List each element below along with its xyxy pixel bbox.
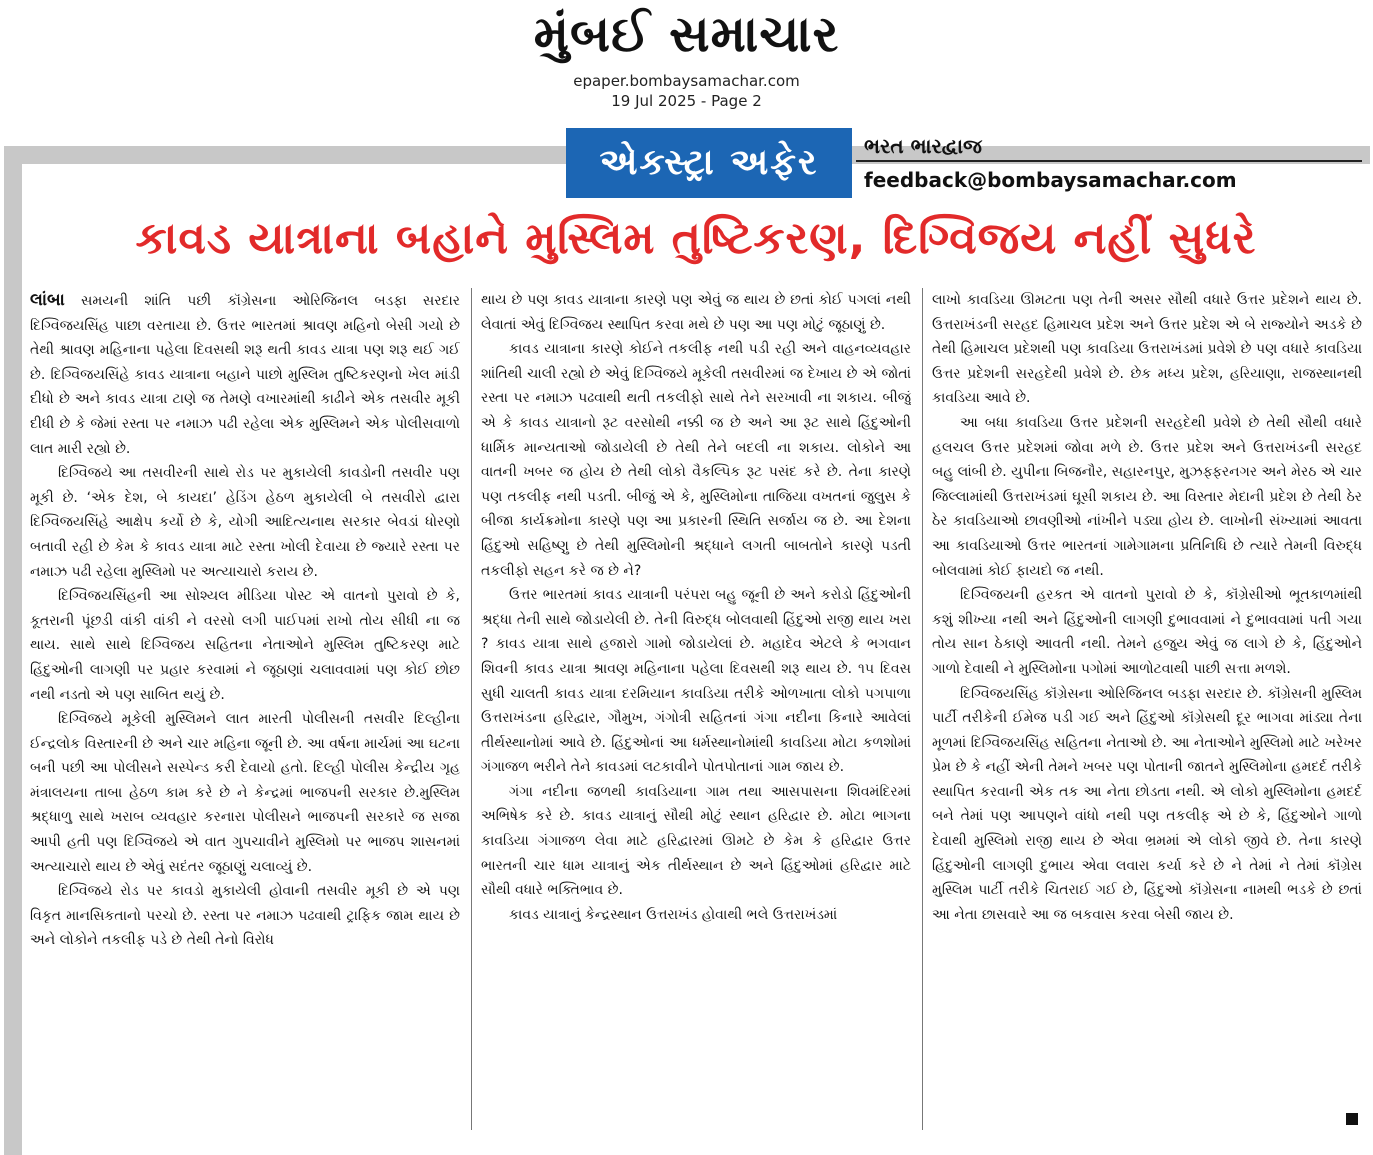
paragraph: ઉત્તર ભારતમાં કાવડ યાત્રાની પરંપરા બહુ જૂની છે અને કરોડો હિંદુઓની શ્રદ્ધા તેની સાથે જોડાયેલી છે. તેની વિરુદ્ધ બોલવાથી હિંદુઓ રાજી થાય ખરા ? કાવડ યાત્રા સાથે હજારો ગામો જોડાયેલાં છે. મહાદેવ એટલે કે ભગવાન શિવની કાવડ યાત્રા શ્રાવણ મહિનાના પહેલા દિવસથી શરૂ થાય છે. ૧૫ દિવસ સુધી ચાલતી કાવડ યાત્રા દરમિયાન કાવડિયા તરીકે ઓળખાતા લોકો પગપાળા ઉત્તરાખંડના હરિદ્વાર, ગૌમુખ, ગંગોત્રી સહિતનાં ગંગા નદીના કિનારે આવેલાં તીર્થસ્થાનોમાં આવે છે. હિંદુઓનાં આ ધર્મસ્થાનોમાંથી કાવડિયા મોટા કળશોમાં ગંગાજળ ભરીને તેને કાવડમાં લટકાવીને પોતપોતાનાં ગામ જાય છે. [481,587,911,776]
paragraph: દિગ્વિજયે મૂકેલી મુસ્લિમને લાત મારતી પોલીસની તસવીર દિલ્હીના ઈન્દ્રલોક વિસ્તારની છે અને ચાર મહિના જૂની છે. આ વર્ષના માર્ચમાં આ ઘટના બની પછી આ પોલીસને સસ્પેન્ડ કરી દેવાયો હતો. દિલ્હી પોલીસ કેન્દ્રીય ગૃહ મંત્રાલયના તાબા હેઠળ કામ કરે છે ને કેન્દ્રમાં ભાજપની સરકાર છે.મુસ્લિમ શ્રદ્ધાળુ સાથે ખરાબ વ્યવહાર કરનારા પોલીસને ભાજપની સરકારે જ સજા આપી હતી પણ દિગ્વિજયે એ વાત ગુપચાવીને મુસ્લિમો પર ભાજપ શાસનમાં અત્યાચારો થાય છે એવું સદંતર જૂઠાણું ચલાવ્યું છે. [30,711,460,875]
byline-divider [856,160,1362,162]
paragraph: દિગ્વિજયે રોડ પર કાવડો મુકાયેલી હોવાની તસવીર મૂકી છે એ પણ વિકૃત માનસિકતાનો પરચો છે. રસ્તા પર નમાઝ પઢવાથી ટ્રાફિક જામ થાય છે અને લોકોને તકલીફ પડે છે તેથી તેનો વિરોધ [30,883,460,949]
article-column-3 [932,288,1362,1138]
article-column-1 [30,288,460,1138]
paragraph: કાવડ યાત્રાના કારણે કોઈને તકલીફ નથી પડી રહી અને વાહનવ્યવહાર શાંતિથી ચાલી રહ્યો છે એવું દિગ્વિજયે મૂકેલી તસવીરમાં જ દેખાય છે એ જોતાં રસ્તા પર નમાઝ પઢવાથી થતી તકલીફો સાથે તેને સરખાવી ના શકાય. બીજું એ કે કાવડ યાત્રાનો રૂટ વરસોથી નક્કી જ છે અને આ રૂટ સાથે હિંદુઓની ધાર્મિક માન્યતાઓ જોડાયેલી છે તેથી તેને બદલી ના શકાય. લોકોને આ વાતની ખબર જ હોય છે તેથી લોકો વૈકલ્પિક રૂટ પસંદ કરે છે. તેના કારણે પણ તકલીફ નથી પડતી. બીજું એ કે, મુસ્લિમોના તાજિયા વખતનાં જુલુસ કે બીજા કાર્યક્રમોના કારણે પણ આ પ્રકારની સ્થિતિ સર્જાય જ છે. આ દેશના હિંદુઓ સહિષ્ણુ છે તેથી મુસ્લિમોની શ્રદ્ધાને લગતી બાબતોને કારણે પડતી તકલીફો સહન કરે જ છે ને? [481,341,911,579]
paragraph: દિગ્વિજયસિંહની આ સોશ્યલ મીડિયા પોસ્ટ એ વાતનો પુરાવો છે કે, કૂતરાની પૂંછડી વાંકી વાંકી ને વરસો લગી પાઈપમાં રાખો તોય સીધી ના જ થાય. સાથે સાથે દિગ્વિજય સહિતના નેતાઓને મુસ્લિમ તુષ્ટિકરણ માટે હિંદુઓની લાગણી પર પ્રહાર કરવામાં ને જૂઠાણાં ચલાવવામાં પણ કોઈ છોછ નથી નડતો એ પણ સાબિત થયું છે. [30,588,460,703]
paragraph: લાંબા સમયની શાંતિ પછી કૉંગ્રેસના ઓરિજિનલ બડફા સરદાર દિગ્વિજયસિંહ પાછા વરતાયા છે. ઉત્તર ભારતમાં શ્રાવણ મહિનો બેસી ગયો છે તેથી શ્રાવણ મહિનાના પહેલા દિવસથી શરૂ થતી કાવડ યાત્રા પણ શરૂ થઈ ગઈ છે. દિગ્વિજયસિંહે કાવડ યાત્રાના બહાને પાછો મુસ્લિમ તુષ્ટિકરણનો ખેલ માંડી દીધો છે અને કાવડ યાત્રા ટાણે જ તેમણે વખારમાંથી કાઢીને એક તસવીર મૂકી દીધી છે કે જેમાં રસ્તા પર નમાઝ પઢી રહેલા એક મુસ્લિમને એક પોલીસવાળો લાત મારી રહ્યો છે. [30,290,460,457]
paragraph: દિગ્વિજયની હરકત એ વાતનો પુરાવો છે કે, કૉંગ્રેસીઓ ભૂતકાળમાંથી કશું શીખ્યા નથી અને હિંદુઓની લાગણી દુભાવવામાં ને દુભાવવામાં પતી ગયા તોય સાન ઠેકાણે આવતી નથી. તેમને હજુય એવું જ લાગે છે કે, હિંદુઓને ગાળો દેવાથી ને મુસ્લિમોના પગોમાં આળોટવાથી પાછી સત્તા મળશે. [932,587,1362,677]
article-end-mark [1346,1113,1358,1125]
column-badge: એક્સ્ટ્રા અફેર [566,128,852,198]
author-name: ભરત ભારદ્વાજ [864,134,982,158]
paragraph: લાખો કાવડિયા ઊમટતા પણ તેની અસર સૌથી વધારે ઉત્તર પ્રદેશને થાય છે. ઉત્તરાખંડની સરહદ હિમાચલ પ્રદેશ અને ઉત્તર પ્રદેશ એ બે રાજ્યોને અડકે છે તેથી હિમાચલ પ્રદેશથી પણ કાવડિયા ઉત્તરાખંડમાં પ્રવેશે છે પણ વધારે કાવડિયા ઉત્તર પ્રદેશની સરહદેથી પ્રવેશે છે. છેક મધ્ય પ્રદેશ, હરિયાણા, રાજસ્થાનથી કાવડિયા આવે છે. [932,292,1362,407]
paragraph: આ બધા કાવડિયા ઉત્તર પ્રદેશની સરહદેથી પ્રવેશે છે તેથી સૌથી વધારે હલચલ ઉત્તર પ્રદેશમાં જોવા મળે છે. ઉત્તર પ્રદેશ અને ઉત્તરાખંડની સરહદ બહુ લાંબી છે. યુપીના બિજનૌર, સહારનપુર, મુઝફ્ફરનગર અને મેરઠ એ ચાર જિલ્લામાંથી ઉત્તરાખંડમાં ઘૂસી શકાય છે. આ વિસ્તાર મેદાની પ્રદેશ છે તેથી ઠેર ઠેર કાવડિયાઓ છાવણીઓ નાંખીને પડ્યા હોય છે. લાખોની સંખ્યામાં આવતા આ કાવડિયાઓ ઉત્તર ભારતનાં ગામેગામના પ્રતિનિધિ છે ત્યારે તેમની વિરુદ્ધ બોલવામાં કોઈ ફાયદો જ નથી. [932,414,1362,579]
newspaper-title: મુંબઈ સમાચાર [533,4,840,63]
article-column-2 [481,288,911,1138]
epaper-url[interactable]: epaper.bombaysamachar.com [573,72,800,90]
column-divider [922,288,923,1130]
article-body [30,288,1366,1138]
article-headline: કાવડ યાત્રાના બહાને મુસ્લિમ તુષ્ટિકરણ, દિગ્વિજય નહીં સુધરે [135,213,1257,264]
paragraph: દિગ્વિજયે આ તસવીરની સાથે રોડ પર મુકાયેલી કાવડોની તસવીર પણ મૂકી છે. ‘એક દેશ, બે કાયદા’ હેડિંગ હેઠળ મુકાયેલી બે તસવીરો દ્વારા દિગ્વિજયસિંહે આક્ષેપ કર્યો છે કે, યોગી આદિત્યનાથ સરકાર બેવડાં ધોરણો બતાવી રહી છે કેમ કે કાવડ યાત્રા માટે રસ્તા ખોલી દેવાયા છે જ્યારે રસ્તા પર નમાઝ પઢી રહેલા મુસ્લિમો પર અત્યાચારો કરાય છે. [30,465,460,580]
paragraph: કાવડ યાત્રાનું કેન્દ્રસ્થાન ઉત્તરાખંડ હોવાથી ભલે ઉત્તરાખંડમાં [509,906,838,923]
paragraph: દિગ્વિજયસિંહ કૉંગ્રેસના ઓરિજિનલ બડફા સરદાર છે. કૉંગ્રેસની મુસ્લિમ પાર્ટી તરીકેની ઈમેજ પડી ગઈ અને હિંદુઓ કૉંગ્રેસથી દૂર ભાગવા માંડ્યા તેના મૂળમાં દિગ્વિજયસિંહ સહિતના નેતાઓ છે. આ નેતાઓને મુસ્લિમો માટે ખરેખર પ્રેમ છે કે નહીં એની તેમને ખબર પણ પોતાની જાતને મુસ્લિમોના હમદર્દ તરીકે સ્થાપિત કરવાની એક તક આ નેતા છોડતા નથી. એ લોકો મુસ્લિમોના હમદર્દ બને તેમાં પણ આપણને વાંધો નથી પણ તકલીફ એ છે કે, હિંદુઓને ગાળો દેવાથી મુસ્લિમો રાજી થાય છે એવા ભ્રમમાં એ લોકો જીવે છે. તેના કારણે હિંદુઓની લાગણી દુભાય એવા લવારા કર્યા કરે છે ને તેમાં ને તેમાં કૉંગ્રેસ મુસ્લિમ પાર્ટી તરીકે ચિતરાઈ ગઈ છે, હિંદુઓ કૉંગ્રેસના નામથી ભડકે છે છતાં આ નેતા છાસવારે આ જ બકવાસ કરવા બેસી જાય છે. [932,685,1362,923]
column-divider [471,288,472,1130]
paragraph: થાય છે પણ કાવડ યાત્રાના કારણે પણ એવું જ થાય છે છતાં કોઈ પગલાં નથી લેવાતાં એવું દિગ્વિજય સ્થાપિત કરવા મથે છે પણ આ પણ મોટું જૂઠાણું છે. [481,292,911,333]
masthead [0,0,1373,118]
paragraph: ગંગા નદીના જળથી કાવડિયાના ગામ તથા આસપાસના શિવમંદિરમાં અભિષેક કરે છે. કાવડ યાત્રાનું સૌથી મોટું સ્થાન હરિદ્વાર છે. મોટા ભાગના કાવડિયા ગંગાજળ લેવા માટે હરિદ્વારમાં ઊમટે છે કેમ કે હરિદ્વાર ઉત્તર ભારતની ચાર ધામ યાત્રાનું એક તીર્થસ્થાન છે અને હિંદુઓમાં હરિદ્વાર માટે સૌથી વધારે ભક્તિભાવ છે. [481,783,911,899]
date-page: 19 Jul 2025 - Page 2 [611,92,762,110]
byline [856,134,1362,194]
author-email[interactable]: feedback@bombaysamachar.com [864,168,1237,192]
lead-word: લાંબા [30,290,65,310]
